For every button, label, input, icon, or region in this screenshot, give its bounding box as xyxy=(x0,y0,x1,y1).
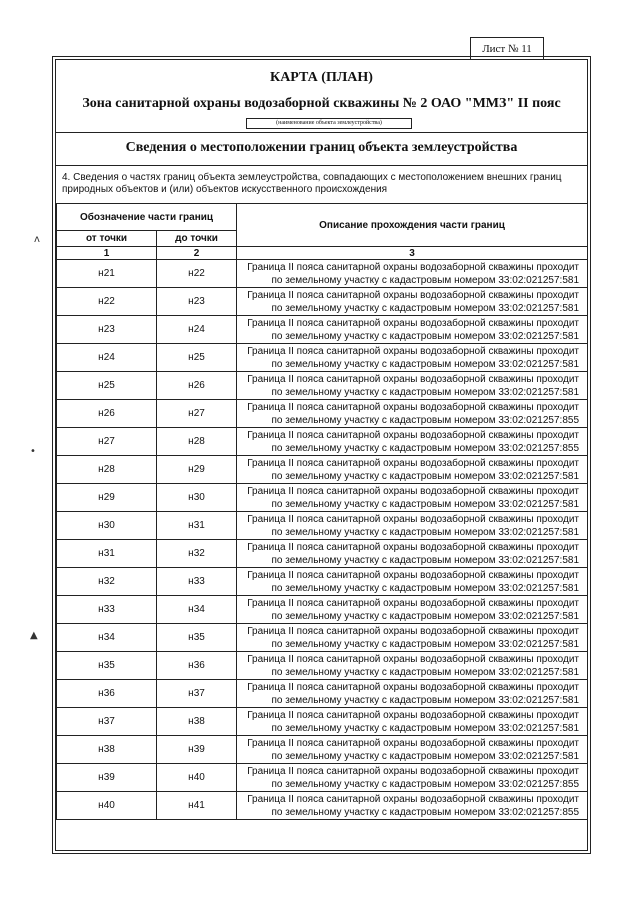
from-point: н32 xyxy=(57,568,157,596)
document-frame xyxy=(55,59,588,851)
description-line: Граница II пояса санитарной охраны водозаборной скважины проходит xyxy=(247,401,580,413)
table-row xyxy=(57,260,588,288)
description-line: Граница II пояса санитарной охраны водозаборной скважины проходит xyxy=(247,681,580,693)
col-desc-header: Описание прохождения части границ xyxy=(237,204,588,247)
from-point: н27 xyxy=(57,428,157,456)
col-group-header: Обозначение части границ xyxy=(57,204,237,231)
from-point: н34 xyxy=(57,624,157,652)
description-line: по земельному участку с кадастровым номером 33:02:021257:581 xyxy=(271,330,580,342)
table-row xyxy=(57,288,588,316)
boundary-description xyxy=(237,260,588,288)
boundary-description xyxy=(237,400,588,428)
boundary-description xyxy=(237,540,588,568)
table-row xyxy=(57,400,588,428)
description-line: Граница II пояса санитарной охраны водозаборной скважины проходит xyxy=(247,261,580,273)
description-line: по земельному участку с кадастровым номером 33:02:021257:855 xyxy=(271,442,580,454)
description-line: по земельному участку с кадастровым номером 33:02:021257:581 xyxy=(271,694,580,706)
boundary-description xyxy=(237,596,588,624)
description-line: по земельному участку с кадастровым номером 33:02:021257:581 xyxy=(271,750,580,762)
to-point: н37 xyxy=(157,680,237,708)
description-line: Граница II пояса санитарной охраны водозаборной скважины проходит xyxy=(247,541,580,553)
description-line: Граница II пояса санитарной охраны водозаборной скважины проходит xyxy=(247,289,580,301)
col-number: 3 xyxy=(237,247,588,260)
boundary-description xyxy=(237,512,588,540)
table-row xyxy=(57,624,588,652)
to-point: н25 xyxy=(157,344,237,372)
description-line: Граница II пояса санитарной охраны водозаборной скважины проходит xyxy=(247,513,580,525)
description-line: по земельному участку с кадастровым номером 33:02:021257:581 xyxy=(271,470,580,482)
description-line: Граница II пояса санитарной охраны водозаборной скважины проходит xyxy=(247,373,580,385)
table-row xyxy=(57,344,588,372)
description-line: Граница II пояса санитарной охраны водозаборной скважины проходит xyxy=(247,429,580,441)
from-point: н37 xyxy=(57,708,157,736)
boundary-table xyxy=(56,203,588,820)
to-point: н36 xyxy=(157,652,237,680)
boundary-description xyxy=(237,344,588,372)
from-point: н40 xyxy=(57,792,157,820)
to-point: н26 xyxy=(157,372,237,400)
to-point: н24 xyxy=(157,316,237,344)
description-line: по земельному участку с кадастровым номером 33:02:021257:581 xyxy=(271,386,580,398)
object-caption: (наименование объекта землеустройства) xyxy=(246,118,412,129)
boundary-description xyxy=(237,484,588,512)
description-line: по земельному участку с кадастровым номером 33:02:021257:855 xyxy=(271,806,580,818)
boundary-description xyxy=(237,680,588,708)
boundary-description xyxy=(237,736,588,764)
margin-dot-icon: • xyxy=(30,446,36,457)
to-point: н34 xyxy=(157,596,237,624)
to-point: н41 xyxy=(157,792,237,820)
table-row xyxy=(57,428,588,456)
divider xyxy=(56,165,587,166)
description-line: Граница II пояса санитарной охраны водозаборной скважины проходит xyxy=(247,317,580,329)
from-point: н36 xyxy=(57,680,157,708)
object-name: Зона санитарной охраны водозаборной скважины № 2 ОАО "ММЗ" II пояс xyxy=(82,96,561,111)
description-line: по земельному участку с кадастровым номером 33:02:021257:581 xyxy=(271,610,580,622)
boundary-description xyxy=(237,372,588,400)
from-point: н30 xyxy=(57,512,157,540)
description-line: по земельному участку с кадастровым номером 33:02:021257:581 xyxy=(271,638,580,650)
description-line: по земельному участку с кадастровым номером 33:02:021257:581 xyxy=(271,358,580,370)
margin-mark-icon: ᴧ xyxy=(34,234,40,245)
col-number: 1 xyxy=(57,247,157,260)
description-line: по земельному участку с кадастровым номером 33:02:021257:581 xyxy=(271,666,580,678)
from-point: н29 xyxy=(57,484,157,512)
to-point: н40 xyxy=(157,764,237,792)
table-row xyxy=(57,708,588,736)
col-number: 2 xyxy=(157,247,237,260)
description-line: Граница II пояса санитарной охраны водозаборной скважины проходит xyxy=(247,709,580,721)
table-row xyxy=(57,736,588,764)
boundary-description xyxy=(237,792,588,820)
to-point: н29 xyxy=(157,456,237,484)
from-point: н21 xyxy=(57,260,157,288)
description-line: Граница II пояса санитарной охраны водозаборной скважины проходит xyxy=(247,345,580,357)
divider xyxy=(56,132,587,133)
to-point: н32 xyxy=(157,540,237,568)
boundary-description xyxy=(237,764,588,792)
table-row xyxy=(57,792,588,820)
description-line: по земельному участку с кадастровым номером 33:02:021257:581 xyxy=(271,302,580,314)
description-line: Граница II пояса санитарной охраны водозаборной скважины проходит xyxy=(247,765,580,777)
from-point: н22 xyxy=(57,288,157,316)
table-row xyxy=(57,764,588,792)
description-line: Граница II пояса санитарной охраны водозаборной скважины проходит xyxy=(247,653,580,665)
to-point: н39 xyxy=(157,736,237,764)
boundary-description xyxy=(237,456,588,484)
section-note: 4. Сведения о частях границ объекта землеустройства, совпадающих с местоположением внешних границ природных объектов и (или) объектов искусственного происхождения xyxy=(62,172,562,195)
to-point: н22 xyxy=(157,260,237,288)
from-point: н23 xyxy=(57,316,157,344)
boundary-description xyxy=(237,428,588,456)
from-point: н35 xyxy=(57,652,157,680)
to-point: н30 xyxy=(157,484,237,512)
boundary-description xyxy=(237,708,588,736)
col-from-header: от точки xyxy=(57,231,157,247)
table-row xyxy=(57,540,588,568)
from-point: н39 xyxy=(57,764,157,792)
from-point: н28 xyxy=(57,456,157,484)
col-to-header: до точки xyxy=(157,231,237,247)
description-line: по земельному участку с кадастровым номером 33:02:021257:581 xyxy=(271,498,580,510)
table-row xyxy=(57,596,588,624)
table-row xyxy=(57,512,588,540)
from-point: н31 xyxy=(57,540,157,568)
description-line: по земельному участку с кадастровым номером 33:02:021257:855 xyxy=(271,778,580,790)
from-point: н26 xyxy=(57,400,157,428)
boundary-description xyxy=(237,288,588,316)
description-line: Граница II пояса санитарной охраны водозаборной скважины проходит xyxy=(247,737,580,749)
section-title: Сведения о местоположении границ объекта землеустройства xyxy=(125,140,518,155)
description-line: Граница II пояса санитарной охраны водозаборной скважины проходит xyxy=(247,625,580,637)
description-line: по земельному участку с кадастровым номером 33:02:021257:855 xyxy=(271,414,580,426)
description-line: по земельному участку с кадастровым номером 33:02:021257:581 xyxy=(271,582,580,594)
document-title: КАРТА (ПЛАН) xyxy=(270,70,373,85)
table-row xyxy=(57,372,588,400)
description-line: Граница II пояса санитарной охраны водозаборной скважины проходит xyxy=(247,569,580,581)
to-point: н23 xyxy=(157,288,237,316)
description-line: по земельному участку с кадастровым номером 33:02:021257:581 xyxy=(271,554,580,566)
to-point: н33 xyxy=(157,568,237,596)
description-line: Граница II пояса санитарной охраны водозаборной скважины проходит xyxy=(247,457,580,469)
sheet-number: Лист № 11 xyxy=(470,37,544,60)
table-row xyxy=(57,484,588,512)
boundary-description xyxy=(237,316,588,344)
description-line: по земельному участку с кадастровым номером 33:02:021257:581 xyxy=(271,722,580,734)
from-point: н25 xyxy=(57,372,157,400)
table-row xyxy=(57,456,588,484)
margin-arrow-icon: ▲ xyxy=(30,630,38,641)
boundary-description xyxy=(237,652,588,680)
table-row xyxy=(57,316,588,344)
from-point: н24 xyxy=(57,344,157,372)
from-point: н38 xyxy=(57,736,157,764)
table-row xyxy=(57,680,588,708)
description-line: Граница II пояса санитарной охраны водозаборной скважины проходит xyxy=(247,485,580,497)
from-point: н33 xyxy=(57,596,157,624)
to-point: н27 xyxy=(157,400,237,428)
description-line: по земельному участку с кадастровым номером 33:02:021257:581 xyxy=(271,274,580,286)
table-row xyxy=(57,652,588,680)
to-point: н31 xyxy=(157,512,237,540)
to-point: н38 xyxy=(157,708,237,736)
description-line: Граница II пояса санитарной охраны водозаборной скважины проходит xyxy=(247,597,580,609)
to-point: н35 xyxy=(157,624,237,652)
description-line: Граница II пояса санитарной охраны водозаборной скважины проходит xyxy=(247,793,580,805)
boundary-description xyxy=(237,568,588,596)
boundary-description xyxy=(237,624,588,652)
table-row xyxy=(57,568,588,596)
description-line: по земельному участку с кадастровым номером 33:02:021257:581 xyxy=(271,526,580,538)
to-point: н28 xyxy=(157,428,237,456)
